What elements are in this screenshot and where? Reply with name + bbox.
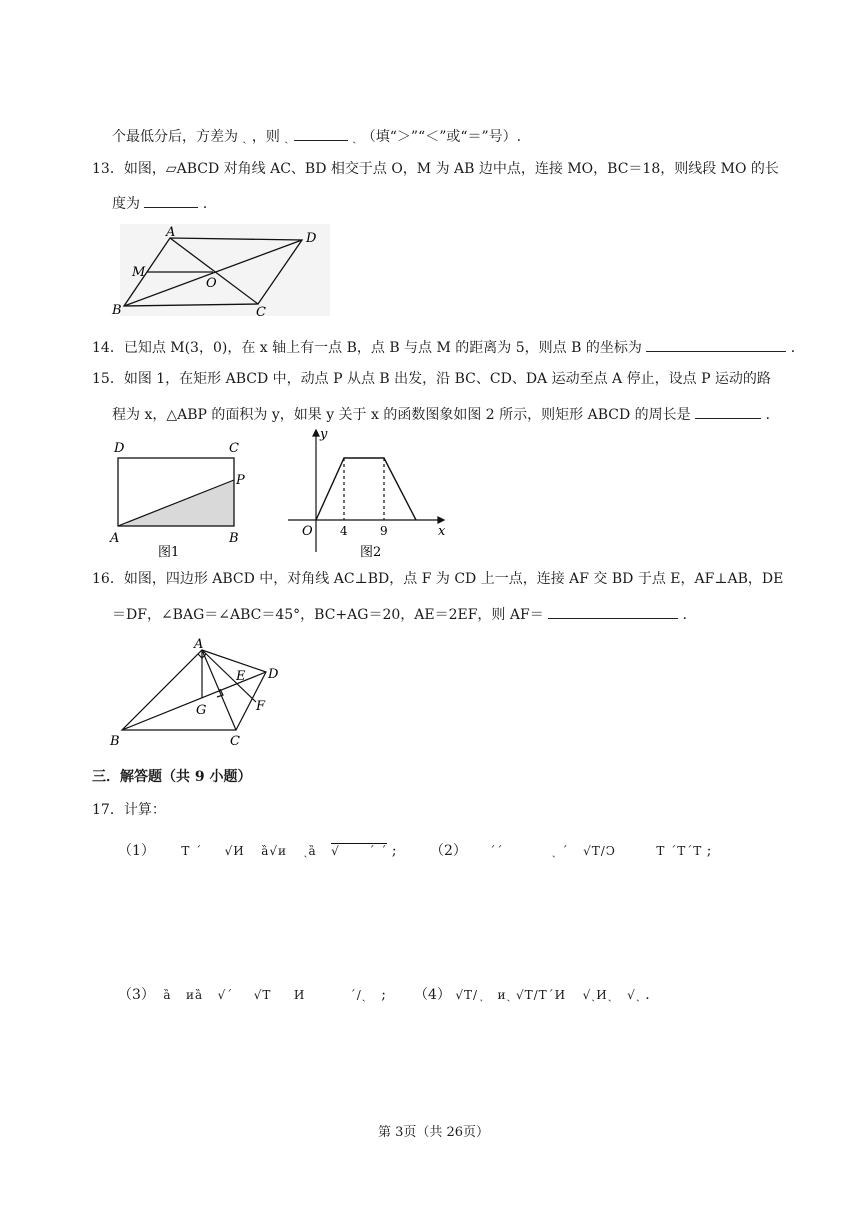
label-d: D bbox=[114, 441, 125, 456]
label-m: M bbox=[132, 265, 146, 280]
label-b: B bbox=[112, 303, 122, 316]
label-a: A bbox=[110, 531, 120, 546]
x-axis-arrow bbox=[438, 517, 444, 523]
q15-line2 bbox=[112, 404, 780, 424]
q13-number: 13． bbox=[92, 161, 124, 177]
q16-answer-blank[interactable] bbox=[548, 604, 678, 619]
q15-text2: 程为 x，△ABP 的面积为 y，如果 y 关于 x 的函数图象如图 2 所示，则矩形 ABCD 的周长是 bbox=[112, 407, 691, 423]
part2-label: （2） bbox=[430, 843, 467, 859]
label-e: E bbox=[236, 669, 246, 684]
tick-label-4: 4 bbox=[340, 524, 348, 538]
diagonal-ac bbox=[202, 650, 236, 730]
formula-glyph: ˏ bbox=[284, 130, 290, 144]
sqrt-glyph: √ˊ bbox=[217, 988, 234, 1002]
label-f: F bbox=[256, 699, 266, 714]
formula-glyph: ˊ/ˏ bbox=[349, 988, 367, 1002]
q17-part4 bbox=[414, 986, 650, 1004]
part1-label: （1） bbox=[118, 843, 155, 859]
sqrt-glyph: √ ˊ ˊ bbox=[331, 844, 388, 858]
q17-part2 bbox=[430, 842, 711, 860]
label-a: A bbox=[194, 637, 204, 652]
q16-quadrilateral-figure bbox=[108, 632, 288, 752]
q13-parallelogram-figure bbox=[110, 224, 335, 316]
q17-title: 17．计算： bbox=[92, 802, 166, 818]
q12-tail bbox=[112, 126, 521, 146]
figure-background bbox=[120, 224, 330, 316]
q15-line1 bbox=[92, 370, 771, 388]
label-o: O bbox=[206, 276, 217, 291]
q16-line1 bbox=[92, 570, 783, 588]
q12-text-c: （填“＞”“＜”或“＝”号）. bbox=[361, 129, 522, 145]
label-d: D bbox=[306, 231, 317, 246]
formula-glyph: √И bbox=[224, 844, 245, 858]
tick-label-9: 9 bbox=[380, 524, 388, 538]
q13-line1 bbox=[92, 160, 779, 178]
label-b: B bbox=[229, 531, 239, 546]
part3-label: （3） bbox=[118, 987, 155, 1003]
formula-glyph: иȁ bbox=[185, 988, 204, 1002]
q15-text1: 15．如图 1，在矩形 ABCD 中，动点 P 从点 B 出发，沿 BC、CD、DA 运动至点 A 停止，设点 P 运动的路 bbox=[92, 371, 771, 387]
q12-answer-blank[interactable] bbox=[294, 126, 348, 141]
axis-label-x: x bbox=[438, 524, 446, 539]
fig2-caption: 图2 bbox=[360, 545, 382, 560]
formula-glyph: ˊˊ bbox=[489, 844, 504, 858]
q14-answer-blank[interactable] bbox=[646, 337, 786, 352]
q16-text2: ＝DF，∠BAG＝∠ABC＝45°，BC+AG＝20，AE＝2EF，则 AF＝ bbox=[112, 607, 544, 623]
q14-line bbox=[92, 337, 805, 357]
part4-label: （4） bbox=[414, 987, 451, 1003]
q15-answer-blank[interactable] bbox=[695, 404, 761, 419]
period: . bbox=[645, 987, 650, 1003]
section-title: 三．解答题（共 9 小题） bbox=[92, 769, 252, 785]
q17-part1 bbox=[118, 842, 397, 860]
formula-glyph: иˏ bbox=[497, 988, 512, 1002]
q13-answer-blank[interactable] bbox=[144, 193, 198, 208]
q15-suffix: ． bbox=[765, 407, 780, 423]
formula-glyph: И bbox=[293, 988, 306, 1002]
label-b: B bbox=[110, 734, 120, 749]
q13-line2 bbox=[112, 193, 217, 213]
q16-text1: 16．如图，四边形 ABCD 中，对角线 AC⊥BD，点 F 为 CD 上一点，连接 AF 交 BD 于点 E，AF⊥AB，DE bbox=[92, 571, 784, 587]
page-footer: 第 3页（共 26页） bbox=[377, 1125, 490, 1140]
formula-glyph: ȁ√и bbox=[261, 844, 288, 858]
sqrt-glyph: √ˏИˏ bbox=[582, 988, 613, 1002]
label-c: C bbox=[229, 441, 239, 456]
label-a: A bbox=[166, 225, 176, 240]
q13-line2-prefix: 度为 bbox=[112, 196, 140, 212]
sqrt-glyph: √T/ͺ bbox=[455, 988, 486, 1002]
function-graph bbox=[316, 458, 416, 520]
sqrt-glyph: √T bbox=[253, 988, 272, 1002]
q16-line2 bbox=[112, 604, 697, 624]
label-p: P bbox=[236, 473, 245, 488]
formula-glyph: T ˊ bbox=[181, 844, 203, 858]
sqrt-glyph: √T/TˊИ bbox=[515, 988, 567, 1002]
semicolon: ; bbox=[381, 987, 386, 1003]
q14-text: 14．已知点 M(3，0)，在 x 轴上有一点 B，点 B 与点 M 的距离为 5，则点 B 的坐标为 bbox=[92, 340, 642, 356]
label-d: D bbox=[268, 667, 279, 682]
origin-label: O bbox=[302, 524, 313, 539]
sqrt-glyph: √ˏ bbox=[627, 988, 641, 1002]
q12-text-b: ，则 bbox=[251, 129, 280, 145]
label-g: G bbox=[196, 703, 207, 718]
formula-glyph: T ˊTˊT bbox=[656, 844, 703, 858]
formula-glyph: ˏȁ bbox=[303, 844, 317, 858]
q13-text: 如图，▱ABCD 对角线 AC、BD 相交于点 O，M 为 AB 边中点，连接 MO，BC＝18，则线段 MO 的长 bbox=[123, 161, 779, 177]
semicolon: ; bbox=[706, 843, 712, 859]
fig1-caption: 图1 bbox=[158, 545, 180, 560]
label-c: C bbox=[256, 305, 266, 316]
q13-line2-suffix: ． bbox=[202, 196, 217, 212]
q15-fig1-rectangle bbox=[108, 436, 258, 560]
q17-part3 bbox=[118, 986, 386, 1004]
axis-label-y: y bbox=[320, 427, 328, 442]
formula-glyph: ˏ bbox=[242, 130, 248, 144]
label-c: C bbox=[230, 734, 240, 749]
semicolon: ; bbox=[391, 843, 397, 859]
q16-suffix: ． bbox=[682, 607, 697, 623]
y-axis-arrow bbox=[313, 430, 319, 436]
q12-text-a: 个最低分后，方差为 bbox=[112, 129, 238, 145]
q15-fig2-graph bbox=[284, 424, 452, 560]
formula-glyph: ȁ bbox=[163, 988, 172, 1002]
sqrt-glyph: √T/Ͻ bbox=[583, 844, 616, 858]
q14-suffix: ． bbox=[790, 340, 805, 356]
formula-glyph: ˏ bbox=[352, 130, 358, 144]
formula-glyph: ˏ ˊ bbox=[551, 844, 569, 858]
